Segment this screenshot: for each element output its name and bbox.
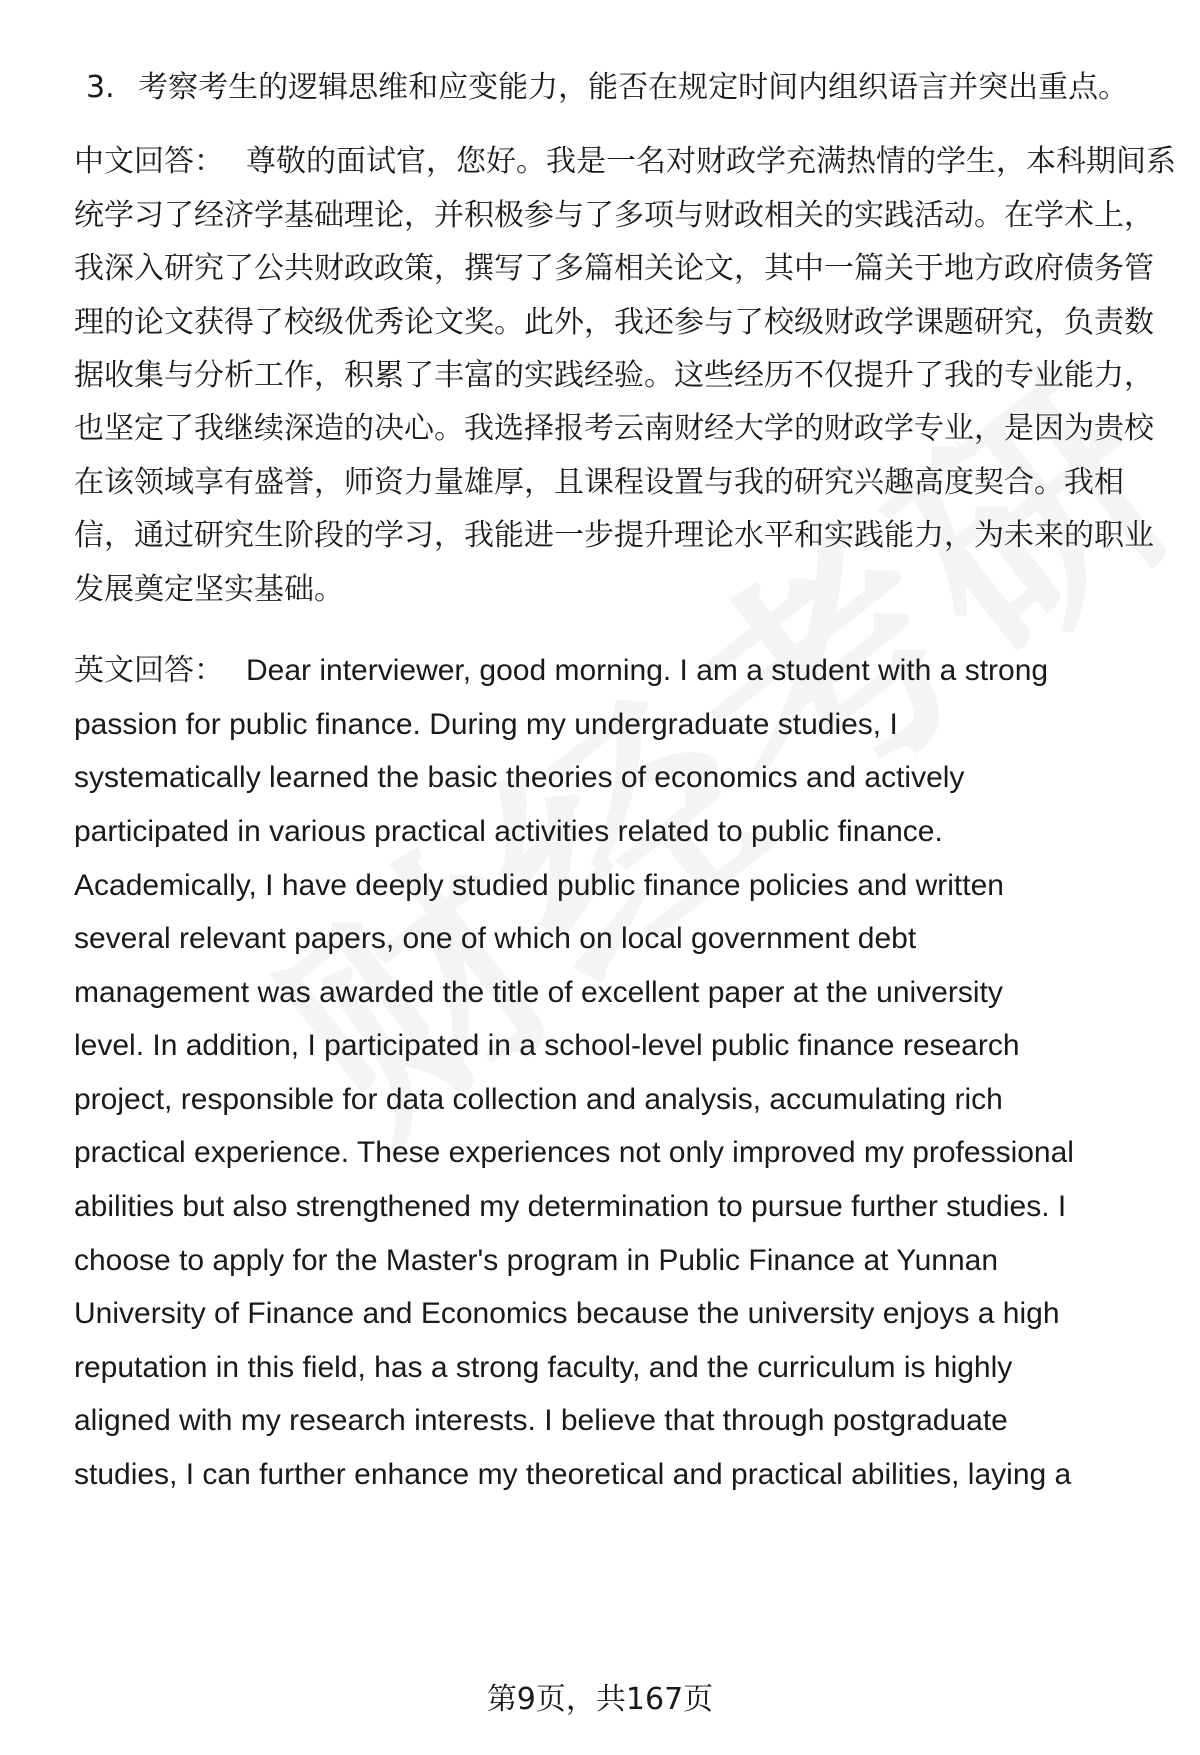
english-answer-line: participated in various practical activities related to public finance. xyxy=(74,815,943,848)
english-answer-line: management was awarded the title of excellent paper at the university xyxy=(74,976,1003,1009)
list-item-number: 3. xyxy=(86,70,115,105)
english-answer-line: systematically learned the basic theories of economics and actively xyxy=(74,761,965,794)
english-answer-line: aligned with my research interests. I believe that through postgraduate xyxy=(74,1404,1008,1437)
english-answer-line: choose to apply for the Master's program in Public Finance at Yunnan xyxy=(74,1244,999,1277)
list-item-3 xyxy=(86,68,1128,108)
chinese-answer-line: 在该领域享有盛誉，师资力量雄厚，且课程设置与我的研究兴趣高度契合。我相 xyxy=(74,465,1124,500)
english-answer-line: several relevant papers, one of which on local government debt xyxy=(74,922,917,955)
chinese-answer-line: 我深入研究了公共财政政策，撰写了多篇相关论文，其中一篇关于地方政府债务管 xyxy=(74,251,1154,286)
english-answer-line: passion for public finance. During my undergraduate studies, I xyxy=(74,708,898,741)
english-answer-line: project, responsible for data collection and analysis, accumulating rich xyxy=(74,1083,1003,1116)
chinese-answer-line: 发展奠定坚实基础。 xyxy=(74,572,344,607)
english-answer-line: abilities but also strengthened my determination to pursue further studies. I xyxy=(74,1190,1067,1223)
english-answer-line: practical experience. These experiences not only improved my professional xyxy=(74,1136,1074,1169)
english-answer-line-1 xyxy=(74,651,1048,691)
chinese-answer-line: 理的论文获得了校级优秀论文奖。此外，我还参与了校级财政学课题研究，负责数 xyxy=(74,305,1154,340)
paragraph-line: 尊敬的面试官，您好。我是一名对财政学充满热情的学生，本科期间系 xyxy=(246,144,1176,179)
paragraph-line: Dear interviewer, good morning. I am a student with a strong xyxy=(246,654,1049,687)
english-answer-line: reputation in this field, has a strong faculty, and the curriculum is highly xyxy=(74,1351,1013,1384)
english-answer-line: University of Finance and Economics because the university enjoys a high xyxy=(74,1297,1060,1330)
chinese-answer-label: 中文回答： xyxy=(74,144,224,179)
english-answer-line: studies, I can further enhance my theoretical and practical abilities, laying a xyxy=(74,1458,1072,1491)
chinese-answer-line: 信，通过研究生阶段的学习，我能进一步提升理论水平和实践能力，为未来的职业 xyxy=(74,518,1154,553)
chinese-answer-line-1 xyxy=(74,142,1176,182)
english-answer-line: Academically, I have deeply studied public finance policies and written xyxy=(74,869,1004,902)
chinese-answer-line: 据收集与分析工作，积累了丰富的实践经验。这些经历不仅提升了我的专业能力， xyxy=(74,358,1154,393)
chinese-answer-line: 统学习了经济学基础理论，并积极参与了多项与财政相关的实践活动。在学术上， xyxy=(74,198,1154,233)
english-answer-line: level. In addition, I participated in a school-level public finance research xyxy=(74,1029,1020,1062)
list-item-text: 考察考生的逻辑思维和应变能力，能否在规定时间内组织语言并突出重点。 xyxy=(138,70,1129,105)
chinese-answer-line: 也坚定了我继续深造的决心。我选择报考云南财经大学的财政学专业，是因为贵校 xyxy=(74,411,1154,446)
english-answer-label: 英文回答： xyxy=(74,653,224,688)
page-indicator: 第9页，共167页 xyxy=(486,1682,714,1717)
